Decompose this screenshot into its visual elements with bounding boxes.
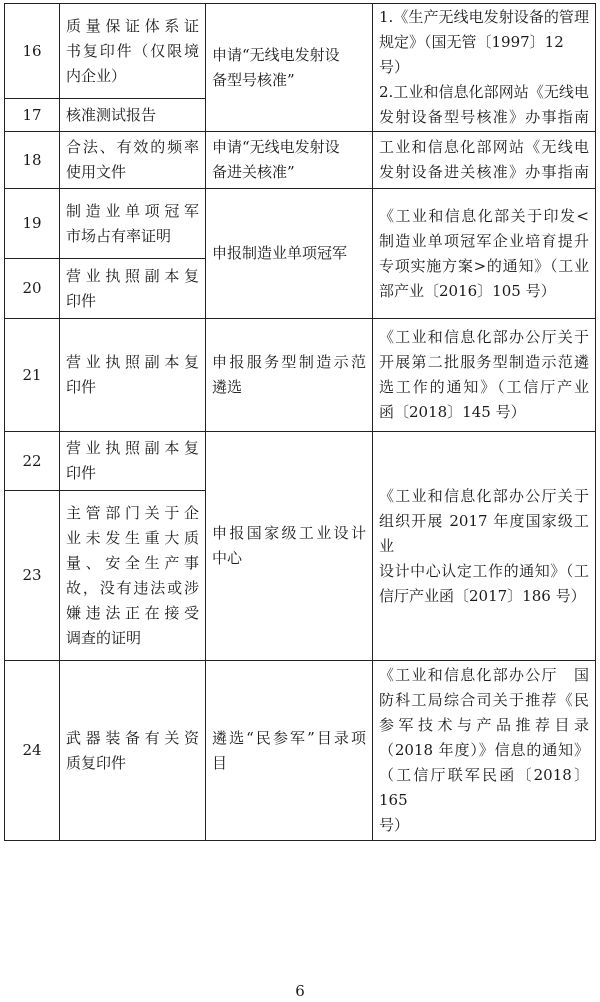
material-line: 营业执照副本复 <box>66 353 199 371</box>
table-row <box>5 189 596 259</box>
basis-line: 参军技术与产品推荐目录 <box>379 716 589 734</box>
basis-cell <box>373 432 596 661</box>
project-line: 申报服务型制造示范 <box>212 353 366 371</box>
material-cell <box>60 132 206 189</box>
material-line: 市场占有率证明 <box>66 226 172 245</box>
project-line: 遴选“民参军”目录项 <box>212 728 366 747</box>
material-cell <box>60 189 206 259</box>
page-number: 6 <box>295 982 305 1000</box>
material-line: 嫌违法正在接受 <box>66 603 199 622</box>
table-row <box>5 4 596 99</box>
table-row <box>5 661 596 841</box>
requirements-table <box>4 3 596 841</box>
project-line: 申报国家级工业设计 <box>212 524 366 542</box>
material-line: 量、安全生产事 <box>66 553 199 572</box>
material-line: 质量保证体系证 <box>66 16 199 35</box>
basis-line: 防科工局综合司关于推荐《民 <box>379 691 589 709</box>
project-line: 备进关核准” <box>212 163 295 181</box>
basis-line: 部产业〔2016〕105 号） <box>379 281 556 300</box>
table-row <box>5 319 596 432</box>
basis-cell <box>373 4 596 132</box>
basis-line: 发射设备型号核准》办事指南 <box>379 108 589 126</box>
basis-cell <box>373 661 596 841</box>
material-line: 营业执照副本复 <box>66 266 199 285</box>
basis-line: 函〔2018〕145 号） <box>379 403 526 421</box>
basis-cell <box>373 189 596 319</box>
basis-line: 工业和信息化部网站《无线电 <box>379 138 589 156</box>
project-cell <box>206 132 373 189</box>
basis-line: 1.《生产无线电发射设备的管理 <box>379 8 589 26</box>
material-line: 印件 <box>66 291 97 310</box>
project-line: 申请“无线电发射设 <box>212 45 340 64</box>
project-cell <box>206 432 373 661</box>
material-line: 合法、有效的频率 <box>66 138 199 156</box>
row-number: 20 <box>5 259 60 319</box>
material-line: 印件 <box>66 464 97 482</box>
project-line: 备型号核准” <box>212 70 295 89</box>
project-cell <box>206 319 373 432</box>
project-cell <box>206 4 373 132</box>
basis-cell <box>373 132 596 189</box>
basis-line: 专项实施方案>的通知》（工业 <box>379 256 589 275</box>
project-line: 遴选 <box>212 378 243 396</box>
project-line: 中心 <box>212 549 243 567</box>
material-cell <box>60 259 206 319</box>
basis-line: 号） <box>379 816 410 834</box>
basis-line: 组织开展 2017 年度国家级工业 <box>379 511 589 555</box>
row-number: 23 <box>5 491 60 661</box>
basis-line: 规定》（国无管〔1997〕12 号） <box>379 33 564 76</box>
basis-cell <box>373 319 596 432</box>
basis-line: 制造业单项冠军企业培育提升 <box>379 231 589 250</box>
material-cell <box>60 661 206 841</box>
table-row <box>5 432 596 491</box>
material-line: 武器装备有关资 <box>66 728 199 747</box>
material-cell <box>60 4 206 99</box>
material-cell <box>60 432 206 491</box>
basis-line: 信厅产业函〔2017〕186 号） <box>379 586 586 605</box>
project-cell <box>206 661 373 841</box>
row-number: 16 <box>5 4 60 99</box>
row-number: 21 <box>5 319 60 432</box>
basis-line: （2018 年度）》信息的通知》 <box>379 741 589 759</box>
basis-line: 发射设备进关核准》办事指南 <box>379 163 589 181</box>
project-line: 目 <box>212 753 228 772</box>
table-row <box>5 132 596 189</box>
row-number: 17 <box>5 99 60 132</box>
row-number: 22 <box>5 432 60 491</box>
basis-line: 《工业和信息化部办公厅 国 <box>379 666 589 684</box>
material-line: 质复印件 <box>66 753 127 772</box>
row-number: 18 <box>5 132 60 189</box>
material-line: 核准测试报告 <box>66 105 157 124</box>
material-cell <box>60 491 206 661</box>
basis-line: 《工业和信息化部办公厅关于 <box>379 486 589 505</box>
basis-line: 开展第二批服务型制造示范遴 <box>379 353 589 371</box>
material-line: 主管部门关于企 <box>66 503 199 522</box>
basis-line: （工信厅联军民函〔2018〕165 <box>379 766 589 809</box>
material-line: 营业执照副本复 <box>66 439 199 457</box>
material-cell <box>60 319 206 432</box>
material-line: 制造业单项冠军 <box>66 201 199 220</box>
basis-line: 选工作的通知》（工信厅产业 <box>379 378 589 396</box>
row-number: 24 <box>5 661 60 841</box>
material-line: 使用文件 <box>66 163 127 181</box>
material-line: 业未发生重大质 <box>66 528 199 547</box>
basis-line: 设计中心认定工作的通知》（工 <box>379 561 589 580</box>
material-cell <box>60 99 206 132</box>
project-line: 申报制造业单项冠军 <box>212 244 348 262</box>
material-line: 书复印件（仅限境 <box>66 41 199 60</box>
row-number: 19 <box>5 189 60 259</box>
basis-line: 《工业和信息化部办公厅关于 <box>379 328 589 346</box>
material-line: 故，没有违法或涉 <box>66 578 199 597</box>
material-line: 印件 <box>66 378 97 396</box>
project-line: 申请“无线电发射设 <box>212 138 340 156</box>
project-cell <box>206 189 373 319</box>
material-line: 调查的证明 <box>66 628 142 647</box>
basis-line: 《工业和信息化部关于印发< <box>379 206 589 225</box>
material-line: 内企业） <box>66 66 127 85</box>
basis-line: 2.工业和信息化部网站《无线电 <box>379 83 589 101</box>
